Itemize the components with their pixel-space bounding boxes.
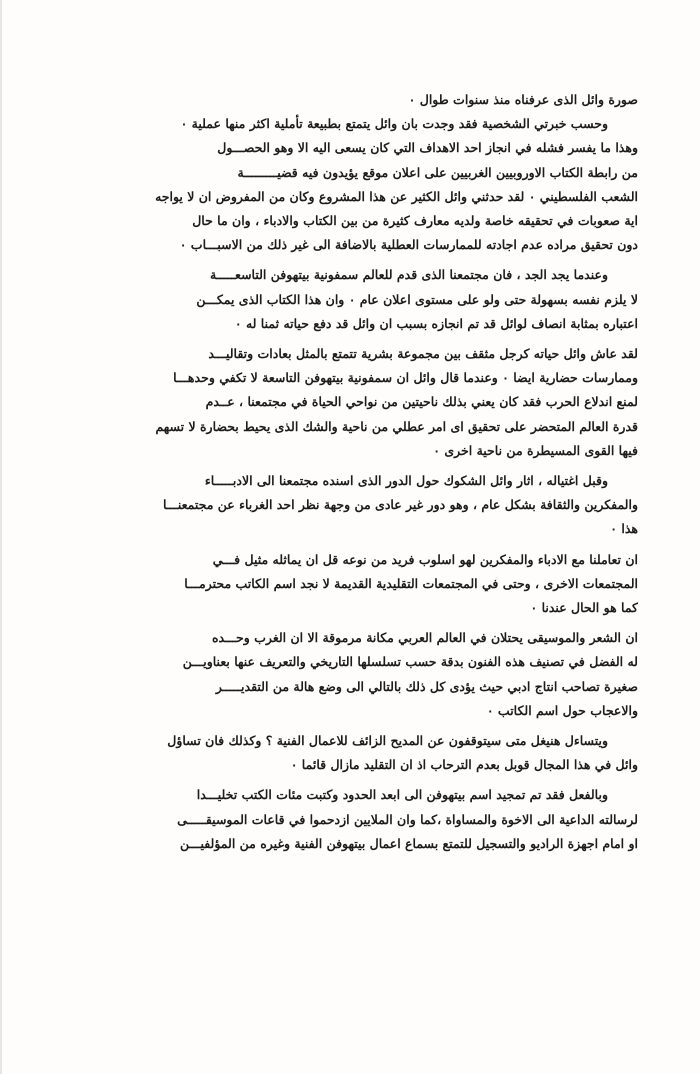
text-line: فيها القوى المسيطرة من ناحية اخرى ٠ [433, 442, 638, 458]
text-line: والمفكرين والثقافة بشكل عام ، وهو دور غير عادى من وجهة نظر احد الغرباء عن مجتمعنـــا [163, 497, 638, 513]
paragraph-4 [54, 469, 638, 542]
text-line: ان تعاملنا مع الادباء والمفكرين لهو اسلوب فريد من نوعه قل ان يماثله مثيل فـــي [212, 551, 638, 567]
text-line: ويتساءل هنيغل متى سيتوقفون عن المديح الزائف للاعمال الفنية ؟ وكذلك فان تساؤل [167, 733, 608, 749]
text-line: وائل في هذا المجال قوبل بعدم الترحاب اذ ان التقليد مازال قائما ٠ [290, 757, 638, 773]
text-line: لا يلزم نفسه بسهولة حتى ولو على مستوى اعلان عام ٠ وان هذا الكتاب الذى يمكـــن [196, 291, 638, 307]
text-line: وممارسات حضارية ايضا ٠ وعندما قال وائل ان سمفونية بيتهوفن التاسعة لا تكفي وحدهـــا [173, 370, 638, 386]
text-line: وعندما يجد الجد ، فان مجتمعنا الذى قدم للعالم سمفونية بيتهوفن التاسعـــــة [210, 267, 608, 283]
text-line: دون تحقيق مراده عدم اجادته للممارسات العطلية بالاضافة الى غير ذلك من الاسبـــاب ٠ [179, 237, 638, 253]
text-line: وحسب خبرتي الشخصية فقد وجدت بان وائل يتمتع بطبيعة تأملية اكثر منها عملية ٠ [180, 116, 608, 132]
paragraph-1 [54, 88, 638, 257]
paragraph-5 [54, 548, 638, 621]
text-line: والاعجاب حول اسم الكاتب ٠ [486, 702, 638, 718]
text-line: من رابطة الكتاب الاوروبيين الغربيين على اعلان موقع يؤيدون فيه قضيـــــــــة [237, 164, 638, 180]
document-body [54, 88, 638, 862]
text-line: لقد عاش وائل حياته كرجل مثقف بين مجموعة بشرية تتمتع بالمثل بعادات وتقاليـــد [208, 346, 638, 362]
text-line: اعتباره بمثابة انصاف لوائل قد تم انجازه بسبب ان وائل قد دفع حياته ثمنا له ٠ [234, 315, 638, 331]
paragraph-6 [54, 626, 638, 723]
text-line: الشعب الفلسطيني ٠ لقد حدثني وائل الكثير عن هذا المشروع وكان من المفروض ان لا يواجه [155, 188, 638, 204]
text-line: المجتمعات الاخرى ، وحتى في المجتمعات التقليدية القديمة لا نجد اسم الكاتب محترمـــا [184, 575, 638, 591]
paragraph-3 [54, 342, 638, 463]
text-line: وهذا ما يفسر فشله في انجاز احد الاهداف التي كان يسعى اليه الا وهو الحصـــول [217, 140, 638, 156]
text-line: وقبل اغتياله ، اثار وائل الشكوك حول الدور الذى اسنده مجتمعنا الى الادبـــــاء [204, 473, 608, 489]
text-line: اية صعوبات في تحقيقه خاصة ولديه معارف كثيرة من بين الكتاب والادباء ، وان ما حال [192, 213, 638, 229]
text-line: صورة وائل الذى عرفناه منذ سنوات طوال ٠ [408, 92, 638, 107]
paragraph-2 [54, 263, 638, 336]
text-line: او امام اجهزة الراديو والتسجيل للتمتع بسماع اعمال بيتهوفن الفنية وغيره من المؤلفيـــن [179, 835, 638, 851]
text-line: وبالفعل فقد تم تمجيد اسم بيتهوفن الى ابعد الحدود وكتبت مئات الكتب تخليـــدا [196, 787, 608, 803]
text-line: لمنع اندلاع الحرب فقد كان يعني بذلك ناحيتين من نواحي الحياة في مجتمعنا ، عــدم [205, 394, 638, 410]
text-line: صغيرة تصاحب انتاج ادبي حيث يؤدى كل ذلك بالتالي الى وضع هالة من التقديـــــر [215, 678, 638, 694]
text-line: لرسالته الداعية الى الاخوة والمساواة ،كما وان الملايين ازدحموا في قاعات الموسيقـــــى [177, 811, 638, 827]
paragraph-7 [54, 729, 638, 777]
text-line: كما هو الحال عندنا ٠ [530, 600, 638, 616]
text-line: قدرة العالم المتحضر على تحقيق اى امر عطلي من ناحية والشك الذى يحيط بحضارة لا تسهم [155, 418, 638, 434]
text-line: هذا ٠ [610, 521, 638, 537]
paragraph-8 [54, 783, 638, 856]
text-line: له الفضل في تصنيف هذه الفنون بدقة حسب تسلسلها التاريخي والتعريف عنها بعناويـــن [182, 654, 638, 670]
text-line: ان الشعر والموسيقى يحتلان في العالم العربي مكانة مرموقة الا ان الغرب وحـــده [211, 630, 638, 646]
